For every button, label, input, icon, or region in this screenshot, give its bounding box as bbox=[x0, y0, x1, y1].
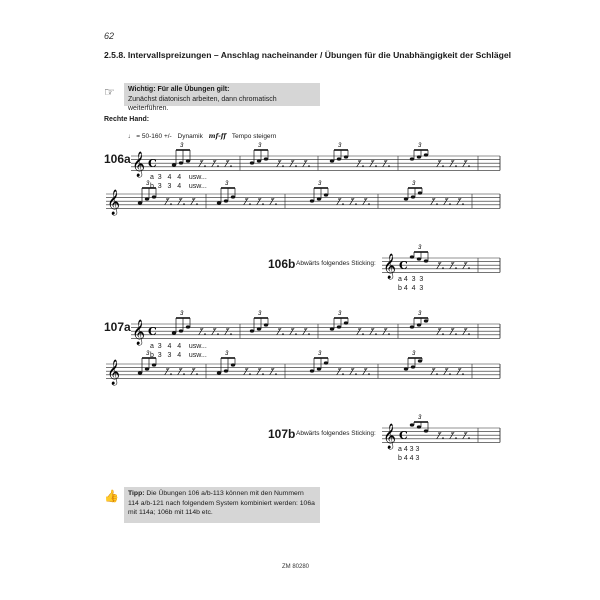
note-head bbox=[250, 329, 254, 332]
sticking-b: b 4 4 3 bbox=[398, 285, 424, 292]
note-head bbox=[138, 371, 142, 374]
note-head bbox=[152, 195, 156, 198]
repeat-dot bbox=[308, 165, 310, 167]
note-head bbox=[344, 155, 348, 158]
tuplet-number: 3 bbox=[258, 143, 262, 149]
repeat-dot bbox=[258, 198, 260, 200]
repeat-bar-icon: ⁄ bbox=[179, 197, 181, 208]
note-head bbox=[424, 319, 428, 322]
repeat-dot bbox=[355, 373, 357, 375]
note-head bbox=[410, 423, 414, 426]
repeat-bar-icon: ⁄ bbox=[464, 327, 466, 338]
repeat-dot bbox=[364, 198, 366, 200]
repeat-bar-icon: ⁄ bbox=[338, 367, 340, 378]
note-head bbox=[344, 321, 348, 324]
tuplet-number: 3 bbox=[318, 181, 322, 187]
repeat-dot bbox=[445, 368, 447, 370]
repeat-bar-icon: ⁄ bbox=[271, 367, 273, 378]
repeat-dot bbox=[464, 160, 466, 162]
repeat-bar-icon: ⁄ bbox=[464, 159, 466, 170]
repeat-dot bbox=[436, 373, 438, 375]
repeat-dot bbox=[375, 165, 377, 167]
repeat-dot bbox=[179, 368, 181, 370]
note-head bbox=[424, 153, 428, 156]
note-head bbox=[264, 323, 268, 326]
note-head bbox=[138, 201, 142, 204]
repeat-bar-icon: ⁄ bbox=[291, 327, 293, 338]
repeat-dot bbox=[245, 368, 247, 370]
repeat-dot bbox=[204, 333, 206, 335]
caption-107b: Abwärts folgendes Sticking: bbox=[296, 430, 376, 437]
note-head bbox=[317, 197, 321, 200]
repeat-dot bbox=[368, 203, 370, 205]
repeat-dot bbox=[358, 328, 360, 330]
repeat-dot bbox=[192, 198, 194, 200]
repeat-dot bbox=[388, 165, 390, 167]
repeat-dot bbox=[196, 373, 198, 375]
repeat-dot bbox=[451, 328, 453, 330]
repeat-dot bbox=[304, 160, 306, 162]
repeat-dot bbox=[458, 198, 460, 200]
note-head bbox=[410, 255, 414, 258]
repeat-bar-icon: ⁄ bbox=[451, 431, 453, 442]
tip-text: Die Übungen 106 a/b-113 können mit den Nummern 114 a/b-121 nach folgendem System kombiniert werden: 106a mit 114a; 106b mit 114b etc. bbox=[128, 490, 315, 516]
repeat-dot bbox=[384, 328, 386, 330]
repeat-dot bbox=[200, 328, 202, 330]
note-head bbox=[231, 195, 235, 198]
repeat-dot bbox=[468, 437, 470, 439]
tuplet-number: 3 bbox=[412, 351, 416, 357]
tuplet-number: 3 bbox=[338, 311, 342, 317]
repeat-dot bbox=[291, 160, 293, 162]
tuplet-number: 3 bbox=[318, 351, 322, 357]
repeat-dot bbox=[170, 373, 172, 375]
pointing-hand-icon: ☞ bbox=[104, 85, 115, 99]
note-head bbox=[186, 159, 190, 162]
repeat-dot bbox=[464, 432, 466, 434]
repeat-bar-icon: ⁄ bbox=[384, 159, 386, 170]
repeat-dot bbox=[308, 333, 310, 335]
note-head bbox=[410, 157, 414, 160]
repeat-dot bbox=[364, 368, 366, 370]
note-head bbox=[337, 157, 341, 160]
repeat-bar-icon: ⁄ bbox=[166, 367, 168, 378]
repeat-dot bbox=[462, 373, 464, 375]
caption-106b: Abwärts folgendes Sticking: bbox=[296, 260, 376, 267]
repeat-dot bbox=[464, 328, 466, 330]
repeat-bar-icon: ⁄ bbox=[438, 261, 440, 272]
treble-clef-icon: 𝄞 bbox=[383, 254, 397, 279]
sticking-a: a 4 3 3 bbox=[398, 276, 424, 283]
repeat-bar-icon: ⁄ bbox=[351, 367, 353, 378]
time-signature: C bbox=[148, 157, 157, 170]
repeat-dot bbox=[455, 267, 457, 269]
repeat-bar-icon: ⁄ bbox=[245, 197, 247, 208]
repeat-dot bbox=[282, 333, 284, 335]
note-head bbox=[250, 161, 254, 164]
exercise-number-106b: 106b bbox=[268, 257, 296, 271]
repeat-dot bbox=[183, 203, 185, 205]
note-head bbox=[410, 325, 414, 328]
time-signature: C bbox=[399, 429, 408, 442]
repeat-dot bbox=[455, 437, 457, 439]
repeat-bar-icon: ⁄ bbox=[384, 327, 386, 338]
repeat-dot bbox=[388, 333, 390, 335]
metronome-mark: ♩ = 50-160 +/- bbox=[128, 133, 172, 140]
repeat-bar-icon: ⁄ bbox=[445, 367, 447, 378]
tuplet-number: 3 bbox=[146, 181, 150, 187]
repeat-bar-icon: ⁄ bbox=[358, 327, 360, 338]
note-head bbox=[417, 257, 421, 260]
repeat-dot bbox=[451, 160, 453, 162]
repeat-dot bbox=[217, 165, 219, 167]
repeat-dot bbox=[438, 432, 440, 434]
tuplet-number: 3 bbox=[180, 311, 184, 317]
note-head bbox=[330, 327, 334, 330]
repeat-dot bbox=[432, 198, 434, 200]
repeat-dot bbox=[295, 165, 297, 167]
treble-clef-icon: 𝄞 bbox=[132, 320, 146, 345]
repeat-dot bbox=[442, 267, 444, 269]
repeat-dot bbox=[262, 373, 264, 375]
treble-clef-icon: 𝄞 bbox=[132, 152, 146, 177]
repeat-bar-icon: ⁄ bbox=[438, 159, 440, 170]
repeat-dot bbox=[295, 333, 297, 335]
repeat-bar-icon: ⁄ bbox=[451, 159, 453, 170]
repeat-dot bbox=[445, 198, 447, 200]
repeat-dot bbox=[213, 328, 215, 330]
repeat-dot bbox=[166, 368, 168, 370]
repeat-bar-icon: ⁄ bbox=[438, 431, 440, 442]
repeat-bar-icon: ⁄ bbox=[192, 197, 194, 208]
repeat-dot bbox=[271, 198, 273, 200]
repeat-dot bbox=[275, 373, 277, 375]
repeat-bar-icon: ⁄ bbox=[432, 367, 434, 378]
repeat-dot bbox=[464, 262, 466, 264]
repeat-dot bbox=[362, 333, 364, 335]
repeat-dot bbox=[442, 333, 444, 335]
repeat-dot bbox=[271, 368, 273, 370]
repeat-dot bbox=[351, 368, 353, 370]
repeat-bar-icon: ⁄ bbox=[371, 159, 373, 170]
note-head bbox=[310, 199, 314, 202]
note-head bbox=[411, 365, 415, 368]
repeat-dot bbox=[230, 165, 232, 167]
tempo-instruction: Tempo steigern bbox=[231, 133, 277, 140]
dynamic-label: Dynamik bbox=[177, 133, 203, 140]
note-head bbox=[152, 363, 156, 366]
repeat-bar-icon: ⁄ bbox=[245, 367, 247, 378]
repeat-bar-icon: ⁄ bbox=[226, 159, 228, 170]
repeat-dot bbox=[451, 432, 453, 434]
note-head bbox=[418, 191, 422, 194]
note-head bbox=[417, 425, 421, 428]
repeat-dot bbox=[438, 262, 440, 264]
repeat-dot bbox=[436, 203, 438, 205]
repeat-dot bbox=[258, 368, 260, 370]
repeat-dot bbox=[371, 328, 373, 330]
repeat-bar-icon: ⁄ bbox=[179, 367, 181, 378]
repeat-dot bbox=[442, 437, 444, 439]
repeat-bar-icon: ⁄ bbox=[278, 159, 280, 170]
time-signature: C bbox=[399, 259, 408, 272]
repeat-bar-icon: ⁄ bbox=[213, 159, 215, 170]
note-text: Zunächst diatonisch arbeiten, dann chromatisch weiterführen. bbox=[128, 95, 277, 112]
repeat-bar-icon: ⁄ bbox=[200, 327, 202, 338]
repeat-dot bbox=[217, 333, 219, 335]
note-head bbox=[264, 157, 268, 160]
tuplet-number: 3 bbox=[225, 351, 229, 357]
repeat-bar-icon: ⁄ bbox=[458, 197, 460, 208]
section-heading: 2.5.8. Intervallspreizungen – Anschlag nacheinander / Übungen für die Unabhängigkeit der Schlägel bbox=[104, 50, 512, 60]
repeat-dot bbox=[442, 165, 444, 167]
repeat-dot bbox=[249, 373, 251, 375]
note-head bbox=[179, 161, 183, 164]
sticking-a: a 3 4 4 usw... bbox=[150, 343, 207, 350]
repeat-dot bbox=[278, 160, 280, 162]
note-head bbox=[310, 369, 314, 372]
tuplet-number: 3 bbox=[418, 415, 422, 421]
note-head bbox=[404, 197, 408, 200]
tip-box bbox=[124, 487, 320, 523]
note-head bbox=[224, 199, 228, 202]
note-head bbox=[257, 327, 261, 330]
repeat-bar-icon: ⁄ bbox=[291, 159, 293, 170]
repeat-bar-icon: ⁄ bbox=[166, 197, 168, 208]
repeat-bar-icon: ⁄ bbox=[351, 197, 353, 208]
treble-clef-icon: 𝄞 bbox=[107, 190, 121, 215]
dynamic-marks: mf-ff bbox=[208, 132, 227, 140]
repeat-dot bbox=[192, 368, 194, 370]
repeat-bar-icon: ⁄ bbox=[258, 367, 260, 378]
note-head bbox=[231, 363, 235, 366]
repeat-dot bbox=[455, 333, 457, 335]
footer-code: ZM 80280 bbox=[282, 564, 310, 570]
sticking-a: a 4 3 3 bbox=[398, 446, 420, 453]
repeat-dot bbox=[438, 160, 440, 162]
note-head bbox=[404, 367, 408, 370]
repeat-dot bbox=[170, 203, 172, 205]
note-head bbox=[172, 163, 176, 166]
treble-clef-icon: 𝄞 bbox=[107, 360, 121, 385]
note-head bbox=[172, 331, 176, 334]
note-head bbox=[217, 201, 221, 204]
tip-title: Tipp: bbox=[128, 490, 145, 497]
repeat-dot bbox=[371, 160, 373, 162]
repeat-bar-icon: ⁄ bbox=[192, 367, 194, 378]
repeat-dot bbox=[275, 203, 277, 205]
note-head bbox=[145, 367, 149, 370]
tuplet-number: 3 bbox=[418, 143, 422, 149]
tuplet-number: 3 bbox=[338, 143, 342, 149]
repeat-dot bbox=[438, 328, 440, 330]
note-head bbox=[224, 369, 228, 372]
note-head bbox=[330, 159, 334, 162]
repeat-dot bbox=[338, 198, 340, 200]
repeat-bar-icon: ⁄ bbox=[213, 327, 215, 338]
repeat-dot bbox=[375, 333, 377, 335]
repeat-bar-icon: ⁄ bbox=[304, 327, 306, 338]
repeat-dot bbox=[213, 160, 215, 162]
repeat-bar-icon: ⁄ bbox=[338, 197, 340, 208]
repeat-dot bbox=[358, 160, 360, 162]
repeat-dot bbox=[200, 160, 202, 162]
repeat-bar-icon: ⁄ bbox=[438, 327, 440, 338]
tuplet-number: 3 bbox=[225, 181, 229, 187]
repeat-dot bbox=[249, 203, 251, 205]
note-head bbox=[411, 195, 415, 198]
exercise-number-107a: 107a bbox=[104, 320, 131, 334]
repeat-dot bbox=[355, 203, 357, 205]
note-head bbox=[417, 323, 421, 326]
repeat-bar-icon: ⁄ bbox=[445, 197, 447, 208]
repeat-dot bbox=[351, 198, 353, 200]
note-head bbox=[424, 259, 428, 262]
tuplet-number: 3 bbox=[258, 311, 262, 317]
time-signature: C bbox=[148, 325, 157, 338]
note-head bbox=[179, 329, 183, 332]
repeat-dot bbox=[166, 198, 168, 200]
repeat-bar-icon: ⁄ bbox=[226, 327, 228, 338]
repeat-dot bbox=[291, 328, 293, 330]
treble-clef-icon: 𝄞 bbox=[383, 424, 397, 449]
note-head bbox=[417, 155, 421, 158]
repeat-bar-icon: ⁄ bbox=[432, 197, 434, 208]
tuplet-number: 3 bbox=[418, 245, 422, 251]
repeat-bar-icon: ⁄ bbox=[278, 327, 280, 338]
repeat-dot bbox=[468, 267, 470, 269]
sticking-b: b 3 3 4 usw... bbox=[150, 352, 207, 359]
tuplet-number: 3 bbox=[418, 311, 422, 317]
repeat-bar-icon: ⁄ bbox=[371, 327, 373, 338]
note-head bbox=[424, 429, 428, 432]
hand-label: Rechte Hand: bbox=[104, 116, 150, 123]
repeat-bar-icon: ⁄ bbox=[258, 197, 260, 208]
repeat-dot bbox=[462, 203, 464, 205]
exercise-number-107b: 107b bbox=[268, 427, 296, 441]
repeat-dot bbox=[196, 203, 198, 205]
repeat-dot bbox=[449, 203, 451, 205]
repeat-dot bbox=[432, 368, 434, 370]
repeat-dot bbox=[342, 373, 344, 375]
exercise-number-106a: 106a bbox=[104, 152, 131, 166]
note-title: Wichtig: Für alle Übungen gilt: bbox=[128, 86, 230, 93]
repeat-dot bbox=[230, 333, 232, 335]
repeat-dot bbox=[449, 373, 451, 375]
repeat-bar-icon: ⁄ bbox=[464, 431, 466, 442]
repeat-dot bbox=[183, 373, 185, 375]
repeat-bar-icon: ⁄ bbox=[364, 367, 366, 378]
repeat-dot bbox=[468, 165, 470, 167]
repeat-bar-icon: ⁄ bbox=[458, 367, 460, 378]
note-head bbox=[257, 159, 261, 162]
note-head bbox=[324, 361, 328, 364]
note-head bbox=[337, 325, 341, 328]
repeat-dot bbox=[362, 165, 364, 167]
repeat-dot bbox=[451, 262, 453, 264]
repeat-dot bbox=[384, 160, 386, 162]
note-head bbox=[145, 197, 149, 200]
repeat-bar-icon: ⁄ bbox=[451, 327, 453, 338]
note-head bbox=[317, 367, 321, 370]
note-head bbox=[324, 193, 328, 196]
repeat-bar-icon: ⁄ bbox=[364, 197, 366, 208]
page-number: 62 bbox=[104, 31, 115, 41]
repeat-dot bbox=[458, 368, 460, 370]
tuplet-number: 3 bbox=[146, 351, 150, 357]
note-head bbox=[186, 325, 190, 328]
repeat-dot bbox=[342, 203, 344, 205]
sticking-a: a 3 4 4 usw... bbox=[150, 174, 207, 181]
repeat-dot bbox=[368, 373, 370, 375]
repeat-dot bbox=[245, 198, 247, 200]
repeat-bar-icon: ⁄ bbox=[271, 197, 273, 208]
repeat-bar-icon: ⁄ bbox=[304, 159, 306, 170]
tuplet-number: 3 bbox=[412, 181, 416, 187]
tuplet-number: 3 bbox=[180, 143, 184, 149]
repeat-dot bbox=[226, 160, 228, 162]
repeat-bar-icon: ⁄ bbox=[200, 159, 202, 170]
repeat-dot bbox=[304, 328, 306, 330]
sticking-b: b 3 3 4 usw... bbox=[150, 183, 207, 190]
repeat-dot bbox=[455, 165, 457, 167]
sticking-b: b 4 4 3 bbox=[398, 455, 420, 462]
thumbs-up-hand-icon: 👍 bbox=[104, 489, 119, 503]
note-head bbox=[217, 371, 221, 374]
repeat-dot bbox=[226, 328, 228, 330]
repeat-dot bbox=[468, 333, 470, 335]
repeat-bar-icon: ⁄ bbox=[451, 261, 453, 272]
note-head bbox=[418, 359, 422, 362]
repeat-dot bbox=[179, 198, 181, 200]
repeat-dot bbox=[262, 203, 264, 205]
repeat-dot bbox=[204, 165, 206, 167]
repeat-dot bbox=[338, 368, 340, 370]
repeat-dot bbox=[278, 328, 280, 330]
repeat-dot bbox=[282, 165, 284, 167]
repeat-bar-icon: ⁄ bbox=[358, 159, 360, 170]
repeat-bar-icon: ⁄ bbox=[464, 261, 466, 272]
